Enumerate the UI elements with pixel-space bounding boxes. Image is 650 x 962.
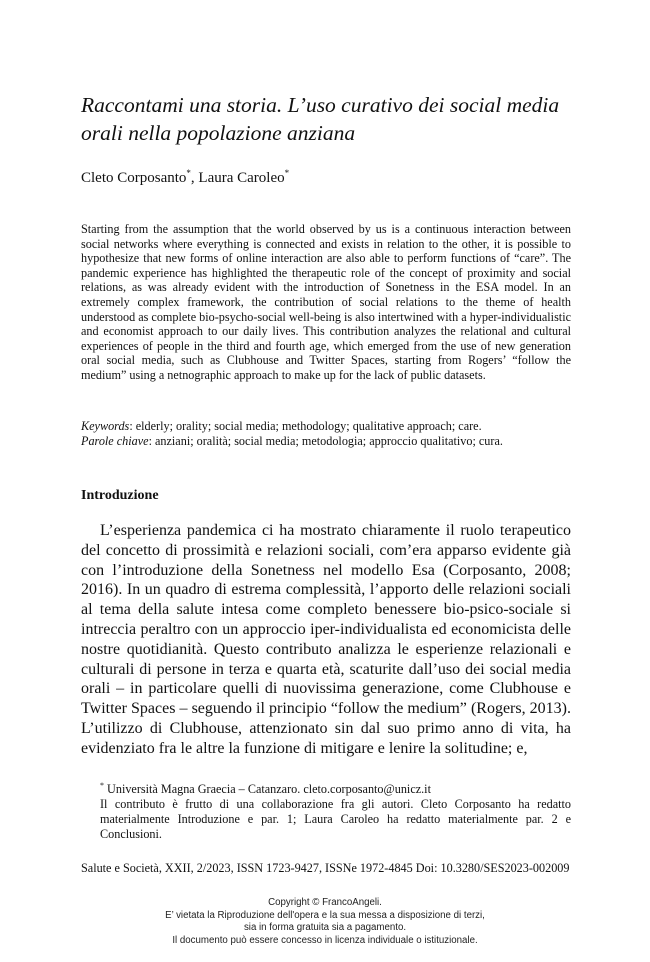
author-name: Cleto Corposanto	[81, 170, 187, 186]
copyright-line: E’ vietata la Riproduzione dell'opera e la sua messa a disposizione di terzi,	[165, 909, 485, 921]
keywords-italian	[81, 434, 581, 449]
author-separator: ,	[190, 170, 199, 186]
author-list	[81, 164, 289, 187]
keywords-english	[81, 419, 581, 434]
author-footnote-mark[interactable]: *	[284, 168, 290, 178]
parole-chiave-values: : anziani; oralità; social media; metodologia; approccio qualitativo; cura.	[148, 434, 503, 448]
body-paragraph: L’esperienza pandemica ci ha mostrato chiaramente il ruolo terapeutico del concetto di prossimità e relazioni sociali, com’era apparso evidente già con l’introduzione della Sonetness nel modello Esa (Corposanto, 2008; 2016). In un quadro di estrema complessità, l’apporto delle relazioni sociali al tema della salute intesa come completo benessere bio-psico-sociale si intreccia peraltro con un approccio iper-individualista ed economicista delle nostre quotidianità. Questo contributo analizza le esperienze relazionali e culturali di persone in terza e quarta età, scaturite dall’uso dei social media orali – in particolare quelli di nuovissima generazione, come Clubhouse e Twitter Spaces – seguendo il principio “follow the medium” (Rogers, 2013). L’utilizzo di Clubhouse, attenzionato sin dal suo primo anno di vita, ha evidenziato fra le altre la funzione di mitigare e lenire la solitudine; e,	[81, 522, 571, 757]
copyright-line: Copyright © FrancoAngeli.	[268, 897, 382, 908]
copyright-notice	[100, 897, 550, 947]
keywords-label: Keywords	[81, 419, 130, 433]
footnote-contribution-note: Il contributo è frutto di una collaborazione fra gli autori. Cleto Corposanto ha redatto materialmente Introduzione e par. 1; Laura Caroleo ha redatto materialmente par. 2 e Conclusioni.	[100, 797, 571, 841]
author-name: Laura Caroleo	[198, 170, 285, 186]
parole-chiave-label: Parole chiave	[81, 434, 149, 448]
abstract: Starting from the assumption that the world observed by us is a continuous interaction between social networks where everything is connected and exists in relation to the other, it is possible to hypothesize that new forms of online interaction are also able to perform functions of “care”. The pandemic experience has highlighted the therapeutic role of the concept of proximity and social relations, as was already evident with the introduction of Sonetness in the ESA model. In an extremely complex framework, the contribution of social relations to the theme of health understood as complete bio-psycho-social well-being is also intertwined with a hyper-individualistic and economist approach to our daily lives. This contribution analyzes the relational and cultural experiences of people in the third and fourth age, which emerged from the use of new generation oral social media, such as Clubhouse and Twitter Spaces, starting from Rogers’ “follow the medium” using a netnographic approach to make up for the lack of public datasets.	[81, 222, 571, 382]
keywords-block	[81, 419, 581, 449]
footnote-affiliation: Università Magna Graecia – Catanzaro. cleto.corposanto@unicz.it	[104, 782, 431, 796]
journal-citation: Salute e Società, XXII, 2/2023, ISSN 1723-9427, ISSNe 1972-4845 Doi: 10.3280/SES2023-002009	[81, 861, 570, 875]
copyright-line: sia in forma gratuita sia a pagamento.	[243, 922, 407, 933]
section-heading: Introduzione	[81, 488, 159, 503]
footnote-affiliation-line	[81, 778, 571, 797]
footnote	[81, 778, 571, 842]
keywords-values: : elderly; orality; social media; methodology; qualitative approach; care.	[129, 419, 482, 433]
author-footnote-mark[interactable]: *	[186, 168, 191, 178]
article-title: Raccontami una storia. L’uso curativo dei social media orali nella popolazione anziana	[81, 93, 560, 145]
footnote-mark: *	[100, 781, 104, 790]
copyright-line: Il documento può essere concesso in licenza individuale o istituzionale.	[172, 934, 478, 946]
